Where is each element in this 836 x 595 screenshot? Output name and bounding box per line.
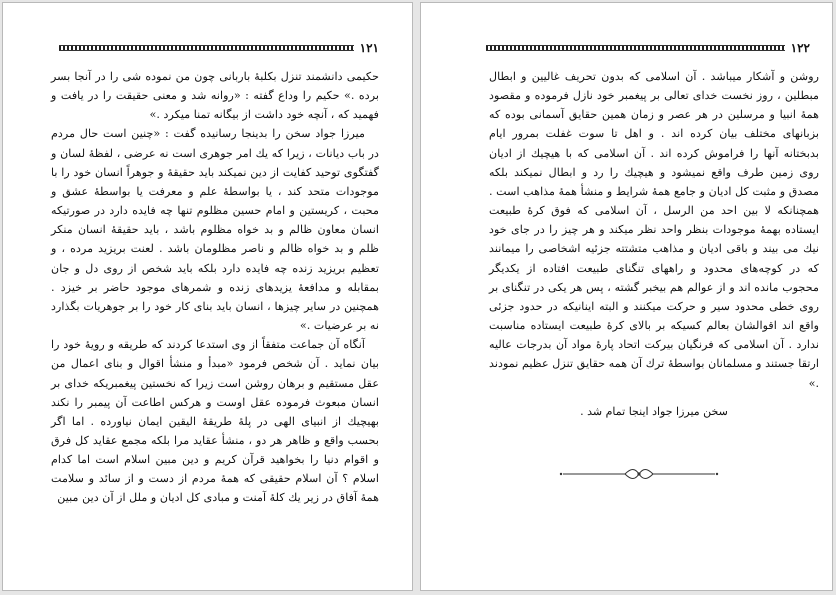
left-page (2, 2, 413, 591)
header-ornament-rule (486, 45, 785, 51)
left-page-number: ۱۲۱ (359, 41, 379, 55)
right-page-header (486, 41, 816, 55)
left-page-text (51, 67, 379, 508)
paragraph: روشن و آشکار میباشد . آن اسلامی که بدون تحریف غالیین و ابطال مبطلین ، روز نخست خدای تعالی بر پیغمبر خود نازل فرموده و مقصود همهٔ انبیا و مرسلین در هر عصر و زمان همین حقایق آسمانی بوده که بزبانهای مختلف بیان کرده اند . و اهل تا سوت غفلت بمرور ایام بدبختانه آنها را فراموش کرده اند . آن اسلامی که با هیچیك از ادیان روی زمین طرف واقع نمیشود و هیچیك را رد و ابطال نمیکند بلکه مصدق و مثبت کل ادیان و جامع همهٔ شرایط و منشأ همهٔ مذاهب است . همچنانکه لا بین احد من الرسل ، آن اسلامی که فوق کرهٔ طبیعت ایستاده بهمهٔ موجودات بنظر واحد نظر میکند و هر چیز را در جای خود نیك می بیند و باقی ادیان و مذاهب متشتته جزئیه اشخاصی را میمانند که در کوچه‌های محدود و راههای تنگنای طبیعت افتاده از یکدیگر محجوب مانده اند و از عوالم هم بیخبر گشته ، پس هر یکی در تنگنای بر روی خطی محدود سیر و حرکت میکنند و البته اینانیکه در حدود جزئی واقع اند اقوالشان بعالم کسیکه بر بالای کرهٔ طبیعت ایستاده مناسبت ندارد . آن اسلامی که فرنگیان بیرکت اتحاد پارهٔ مواد آن بدرجات عالیه ارتقا جستند و مسلمانان بواسطهٔ ترك آن همه حقایق تنزل عظیم نمودند .» (489, 70, 819, 390)
tailpiece-ornament-icon (559, 467, 719, 481)
closing-line: سخن میرزا جواد اینجا تمام شد . (580, 405, 728, 418)
header-ornament-rule (59, 45, 354, 51)
right-page (420, 2, 833, 591)
right-page-text (489, 67, 819, 393)
paragraph: آنگاه آن جماعت متفقاً از وی استدعا کردند که طریقه و رویهٔ خود را بیان نماید . آن شخص فرمود «مبدأ و منشأ اقوال و بنای اعمال من عقل مستقیم و برهان روشن است زیرا که نخستین پیغمبریکه خدای بر انسان مبعوث فرموده عقل اوست و هرکس اطاعت آن پیمبر را نکند بهیچیك از انبیای الهی در پلهٔ طریقهٔ الیقین ایمان نیاورده . اما اگر بحسب واقع و ظاهر هر دو ، منشأ عقاید مرا بلکه مجمع عقاید کل فرق و اقوام دنیا را بخواهید قرآن کریم و دین مبین اسلام است اما کدام اسلام ؟ آن اسلام حقیقی که همهٔ مردم از دست و از سائد و سلامت همهٔ آفاق در زیر یك کلهٔ آمنت و مبادی کل ادیان و ملل از آن دین مبین (51, 338, 379, 505)
paragraph: حکیمی دانشمند تنزل بکلبهٔ باربانی چون من نموده شی را در آنجا بسر برده .» حکیم را وداع گفته : «روانه شد و معنی حقیقت را در یافت و فهمید که ، آنچه خود داشت از بیگانه تمنا میکرد .» (51, 70, 379, 122)
right-page-number: ۱۲۲ (790, 41, 810, 55)
left-page-header (59, 41, 385, 55)
paragraph: میرزا جواد سخن را بدینجا رسانیده گفت : «چنین است حال مردم در باب دیانات ، زیرا که یك امر جوهری است نه عرضی ، لفظهٔ لسان و گفتگوی توحید کفایت از دین نمیکند باید حقیقهٔ و جوهراً انسان خود را با موجودات متحد کند ، یا بواسطهٔ علم و معرفت یا بواسطهٔ عشق و محبت ، کریستین و امام حسین مظلوم تنها چه فایده دارد در صورتیکه انسان معاون ظالم و بد خواه مظلوم باشد ، باید حقیقهٔ انسان منکر ظلم و بد خواه ظالم و ناصر مظلومان باشد . لعنت بریزید مرده ، و تعظیم بریزید زنده چه فایده دارد بلکه باید شخص از روی دل و جان بمقابله و مدافعهٔ یزیدهای زنده و شمرهای موجود حاضر بر خیزد . همچنین در سایر چیزها ، انسان باید بنای کار خود را بر جوهریات بگذارد نه بر عرضیات .» (51, 127, 379, 333)
